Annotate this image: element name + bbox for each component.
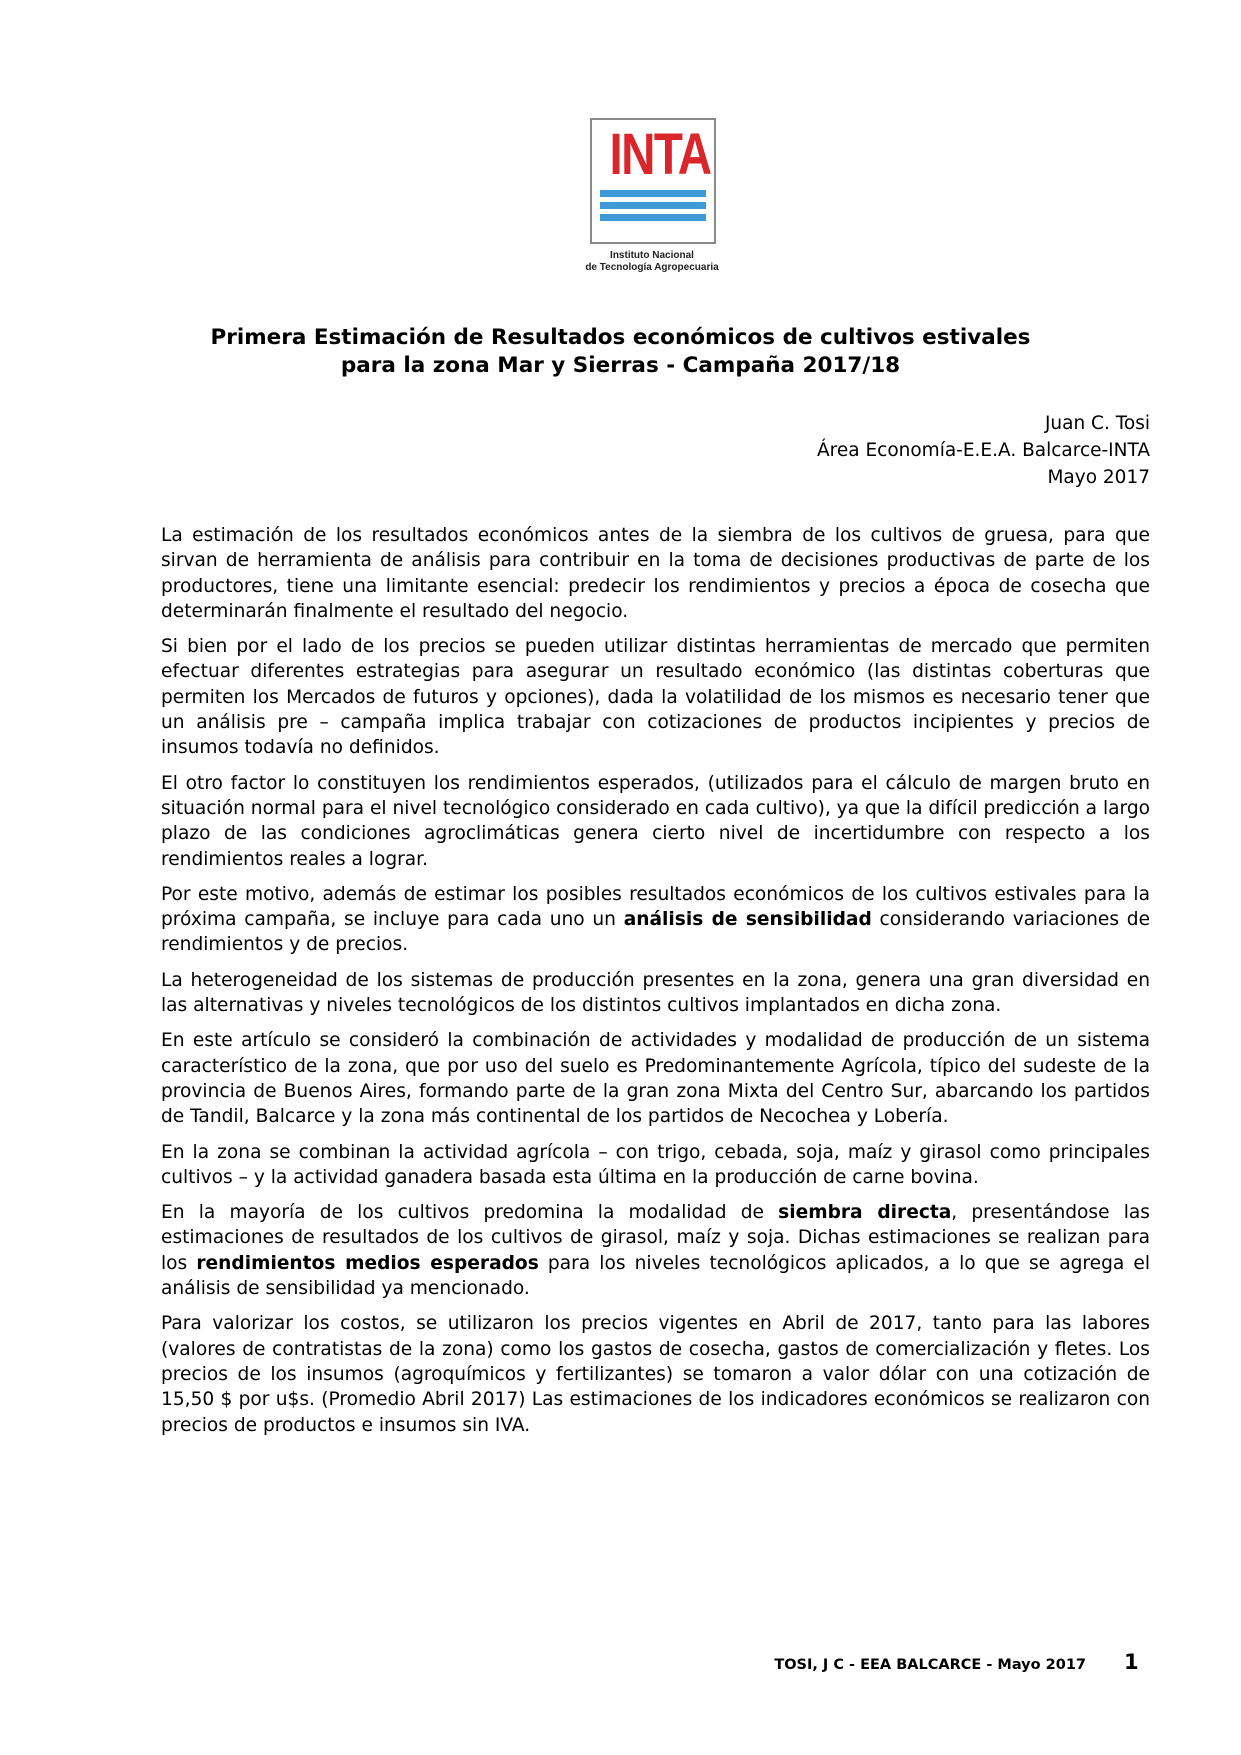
logo-wordmark: INTA <box>609 122 711 187</box>
paragraph-9: Para valorizar los costos, se utilizaron los precios vigentes en Abril de 2017, tanto para las labores (valores de contratistas de la zona) como los gastos de cosecha, gastos de comercialización y fletes. Los precios de los insumos (agroquímicos y fertilizantes) se tomaron a valor dólar con una cotización de 15,50 $ por u$s. (Promedio Abril 2017) Las estimaciones de los indicadores económicos se realizaron con precios de productos e insumos sin IVA. <box>161 1313 1150 1436</box>
logo-stripe <box>600 202 706 209</box>
inta-logo <box>590 118 716 244</box>
logo-subtitle-line1: Instituto Nacional <box>610 250 694 261</box>
author-name: Juan C. Tosi <box>1044 413 1150 434</box>
paragraph-8-text-c: para los niveles tecnológicos aplicados, a lo que se agrega el análisis de sensibilidad ya mencionado. <box>161 1252 1151 1300</box>
document-body <box>161 523 1150 1448</box>
logo-subtitle-line2: de Tecnología Agropecuaria <box>585 262 719 273</box>
logo-stripe <box>600 190 706 197</box>
logo-subtitle <box>572 250 732 274</box>
paragraph-8-bold-1: siembra directa <box>778 1202 952 1224</box>
paragraph-1: La estimación de los resultados económicos antes de la siembra de los cultivos de gruesa, para que sirvan de herramienta de análisis para contribuir en la toma de decisiones productivas de parte de los productores, tiene una limitante esencial: predecir los rendimientos y precios a época de cosecha que determinarán finalmente el resultado del negocio. <box>161 525 1150 622</box>
paragraph-8-bold-2: rendimientos medios esperados <box>196 1252 539 1274</box>
page-number: 1 <box>1124 1650 1139 1674</box>
paragraph-6: En este artículo se consideró la combinación de actividades y modalidad de producción de un sistema característico de la zona, que por uso del suelo es Predominantemente Agrícola, típico del sudeste de la provincia de Buenos Aires, formando parte de la gran zona Mixta del Centro Sur, abarcando los partidos de Tandil, Balcarce y la zona más continental de los partidos de Necochea y Lobería. <box>161 1030 1150 1128</box>
paragraph-4-bold: análisis de sensibilidad <box>623 909 872 931</box>
paragraph-4-text-a: Por este motivo, además de estimar los posibles resultados económicos de los cultivos estivales para la próxima campaña, se incluye para cada uno un <box>161 883 1150 931</box>
logo-stripe <box>600 214 706 221</box>
paragraph-4 <box>161 882 1150 958</box>
paragraph-5: La heterogeneidad de los sistemas de producción presentes en la zona, genera una gran diversidad en las alternativas y niveles tecnológicos de los distintos cultivos implantados en dicha zona. <box>161 969 1150 1017</box>
page-footer: TOSI, J C - EEA BALCARCE - Mayo 2017 <box>774 1657 1086 1673</box>
paragraph-4-text-b: considerando variaciones de rendimientos y de precios. <box>161 909 1151 956</box>
author-date: Mayo 2017 <box>1047 467 1150 488</box>
paragraph-2: Si bien por el lado de los precios se pueden utilizar distintas herramientas de mercado que permiten efectuar diferentes estrategias para asegurar un resultado económico (las distintas coberturas que permiten los Mercados de futuros y opciones), dada la volatilidad de los mismos es necesario tener que un análisis pre – campaña implica trabajar con cotizaciones de productos incipientes y precios de insumos todavía no definidos. <box>161 636 1150 759</box>
title-line-2: para la zona Mar y Sierras - Campaña 2017/18 <box>340 353 901 378</box>
author-affiliation: Área Economía-E.E.A. Balcarce-INTA <box>817 440 1150 461</box>
author-block <box>817 410 1150 491</box>
document-title <box>150 324 1091 380</box>
title-line-1: Primera Estimación de Resultados económicos de cultivos estivales <box>210 325 1031 350</box>
paragraph-8-text-b: , presentándose las estimaciones de resultados de los cultivos de girasol, maíz y soja. Dichas estimaciones se realizan para los <box>161 1202 1150 1274</box>
paragraph-8 <box>161 1200 1150 1301</box>
paragraph-8-text-a: En la mayoría de los cultivos predomina la modalidad de <box>161 1202 779 1224</box>
paragraph-3: El otro factor lo constituyen los rendimientos esperados, (utilizados para el cálculo de margen bruto en situación normal para el nivel tecnológico considerado en cada cultivo), ya que la difícil predicción a largo plazo de las condiciones agroclimáticas genera cierto nivel de incertidumbre con respecto a los rendimientos reales a lograr. <box>161 772 1151 870</box>
paragraph-7: En la zona se combinan la actividad agrícola – con trigo, cebada, soja, maíz y girasol como principales cultivos – y la actividad ganadera basada esta última en la producción de carne bovina. <box>161 1141 1150 1188</box>
